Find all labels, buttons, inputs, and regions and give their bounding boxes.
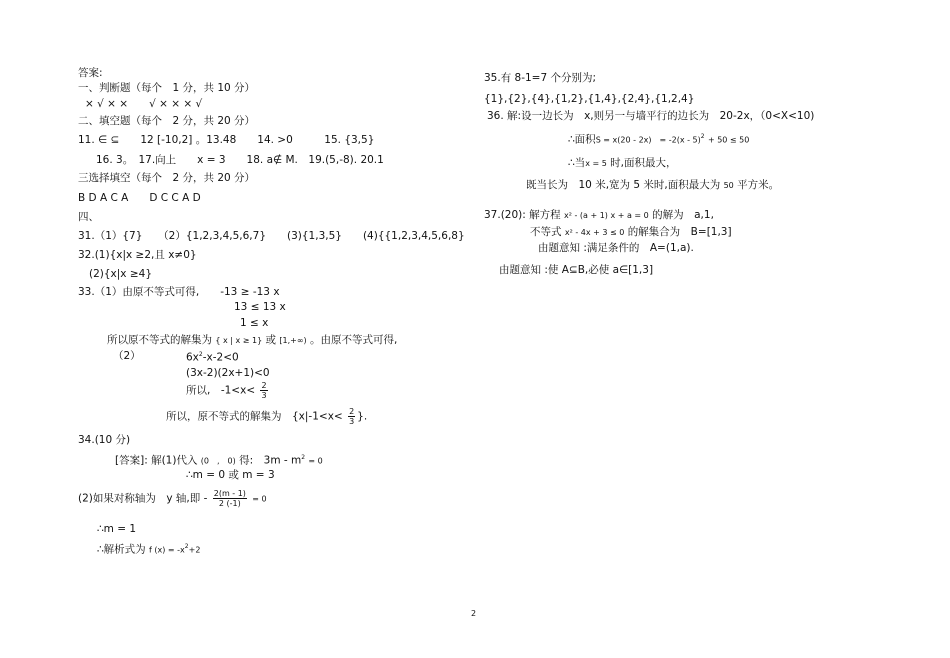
question-36-max (568, 156, 677, 171)
question-34-part-1 (115, 451, 323, 469)
q36-area-expr: S = x(20 - 2x) = -2(x - 5) (595, 135, 701, 145)
question-31: 31.（1）{7} （2）{1,2,3,4,5,6,7} (3){1,3,5} (4){{1,2,3,4,5,6,8} (78, 230, 465, 242)
q34-frac-eq: = 0 (252, 494, 267, 504)
q36-conc-text: 既当长为 10 米,宽为 5 米时,面积最大为 (526, 179, 721, 191)
question-32-part-2: (2){x|x ≥4} (89, 268, 153, 280)
frac-numerator: 2 (261, 381, 267, 390)
q34-point: (0 , 0) (200, 456, 236, 466)
question-33-quadratic (186, 348, 239, 365)
q36-max-text: 时,面积最大， (610, 157, 677, 169)
q34-eq: 得: 3m - m (239, 454, 302, 467)
question-37-line-1 (484, 208, 714, 223)
q36-unit: 平方米。 (737, 179, 780, 191)
section-4-heading: 四、 (78, 211, 99, 223)
quad-term: 6x (186, 351, 199, 364)
fraction-two-thirds-2 (348, 407, 355, 426)
question-34-part-2 (78, 489, 267, 508)
q36-area-tail: + 50 ≤ 50 (707, 135, 750, 145)
question-33-factored: (3x-2)(2x+1)<0 (186, 367, 270, 379)
q34-frac-num: 2(m - 1) (213, 489, 246, 498)
interval-expr: [1,+∞) (279, 336, 307, 345)
q34-intro: [答案]: 解(1)代入 (115, 454, 198, 467)
question-34-heading: 34.(10 分) (78, 434, 131, 446)
question-35-line-2: {1},{2},{4},{1,2},{1,4},{2,4},{1,2,4} (484, 93, 695, 105)
section-1-answers: × √ × × √ × × × √ (85, 98, 203, 110)
question-37-line-3: 由题意知 :满足条件的 A=(1,a). (538, 242, 694, 254)
q37-ineq-label: 不等式 (530, 226, 562, 238)
question-33-line-3: 1 ≤ x (240, 317, 269, 329)
q36-exponent: 2 (700, 133, 705, 140)
question-34-expression (97, 540, 200, 558)
section-1-heading: 一、判断题（每个 1 分，共 10 分） (78, 82, 256, 94)
q36-when: ∴当 (568, 157, 586, 169)
q37-equation: x² - (a + 1) x + a = 0 (563, 211, 649, 220)
answers-row-16: 16. 3。 17.向上 x = 3 18. a∉ M. 19.(5,-8). 20.1 (96, 154, 384, 166)
solution-set-expr: { x | x ≥ 1} (215, 336, 263, 345)
q34-fraction (213, 489, 247, 508)
q34-eq-rhs: = 0 (308, 456, 323, 466)
q37-set-b: 的解集合为 B=[1,3] (627, 226, 732, 238)
q34-exponent: 2 (301, 454, 306, 461)
quad-exponent: 2 (198, 351, 203, 358)
section-3-answers: B D A C A D C C A D (78, 192, 201, 204)
answer-heading: 答案: (78, 67, 103, 79)
question-33-solution-set (107, 333, 397, 348)
continue-text: 。由原不等式可得, (309, 334, 398, 346)
question-33-line-1: 33.（1）由原不等式可得, -13 ≥ -13 x (78, 286, 280, 298)
q36-x-val: x = 5 (585, 159, 607, 168)
q34-expr-label: ∴解析式为 (97, 543, 146, 556)
question-36-area (568, 130, 749, 148)
final-set-text: 所以，原不等式的解集为 {x|-1<x< (166, 410, 343, 423)
question-33-line-2: 13 ≤ 13 x (234, 301, 286, 313)
or-label: 或 (265, 334, 277, 346)
section-3-heading: 三选择填空（每个 2 分，共 20 分） (78, 172, 256, 184)
question-34-m-value: ∴m = 1 (97, 523, 137, 535)
question-33-range (186, 381, 270, 400)
question-33-part-2-label: （2） (113, 350, 141, 362)
range-text: 所以, -1<x< (186, 384, 256, 397)
question-37-line-4: 由题意知 :使 A⊆B,必使 a∈[1,3] (499, 264, 654, 276)
question-35-line-1: 35.有 8-1=7 个分别为; (484, 72, 597, 84)
question-36-line-1: 36. 解:设一边长为 x,则另一与墙平行的边长为 20-2x，（0<X<10) (487, 110, 815, 122)
quad-rest: -x-2<0 (202, 351, 239, 364)
frac-denominator-2: 3 (349, 417, 355, 426)
question-34-solutions: ∴m = 0 或 m = 3 (186, 469, 275, 481)
question-36-conclusion (526, 178, 779, 193)
final-set-close: }. (357, 410, 368, 423)
q34-expr-tail: +2 (188, 545, 201, 555)
q37-intro: 37.(20): 解方程 (484, 209, 561, 221)
q37-roots: 的解为 a,1, (652, 209, 714, 221)
page-number: 2 (471, 609, 477, 618)
q36-max-value: 50 (723, 181, 734, 190)
frac-denominator: 3 (261, 391, 267, 400)
answers-row-11: 11. ∈ ⊆ 12 [-10,2] 。13.48 14. >0 15. {3,5} (78, 134, 375, 146)
fraction-two-thirds (260, 381, 267, 400)
question-37-line-2 (530, 225, 732, 240)
frac-numerator-2: 2 (349, 407, 355, 416)
q34-expr: f (x) = -x (149, 545, 185, 555)
q36-area-label: ∴面积 (568, 133, 596, 146)
question-33-final-set (166, 407, 367, 426)
section-2-heading: 二、填空题（每个 2 分，共 20 分） (78, 115, 256, 127)
q34-frac-den: 2 (-1) (218, 499, 241, 508)
q34-axis-text: (2)如果对称轴为 y 轴,即 - (78, 492, 208, 505)
question-32-part-1: 32.(1){x|x ≥2,且 x≠0} (78, 249, 197, 261)
solution-set-label: 所以原不等式的解集为 (107, 334, 212, 346)
q34-expr-exponent: 2 (184, 543, 189, 550)
q37-inequality: x² - 4x + 3 ≤ 0 (564, 228, 625, 237)
